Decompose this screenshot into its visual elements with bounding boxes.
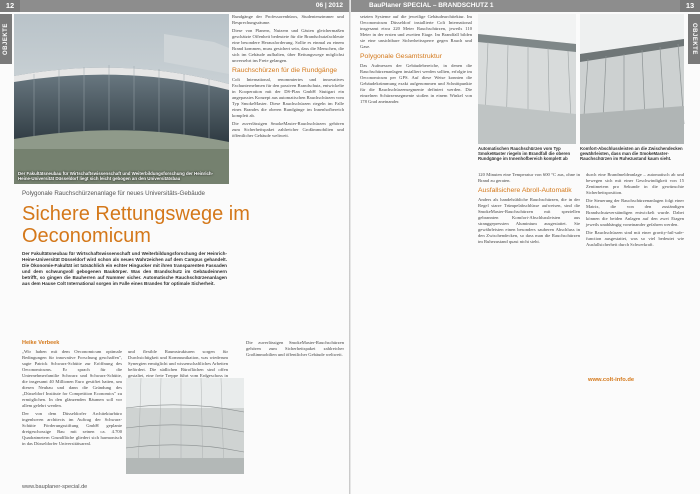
section-tab: OBJEKTE xyxy=(0,14,12,64)
paragraph: Colt International, renommiertes und innovatives Fachunternehmen für den passiven Brandschutz, entwickelte in Kooperation mit der DS-Plan GmbH Stuttgart ein angepasstes Konzept aus automatischen Rauchschürzen vom Typ SmokeMaster. Diese Rauchschürzen riegeln im Falle eines Brandes die oberen Rundgänge im Innenhofbereich komplett ab. xyxy=(232,77,344,118)
smokemaster-image-1 xyxy=(478,14,576,144)
atrium-interior-photo xyxy=(126,378,244,474)
paragraph: Der von dem Düsseldorfer Architekturbüro ingenhoven architects im Auftrag der Schwarz-Schütte Förderungsstiftung GmbH geplante dreigeschossige Bau mit seinen ca. 4.700 Quadratmetern Grundfläche gliedert sich harmonisch in das Düsseldorfer Universitätsareal. xyxy=(22,411,122,446)
right-header-bar xyxy=(351,0,700,12)
smokemaster-image-2 xyxy=(580,14,684,144)
paragraph: Die zuverlässigen SmokeMaster-Rauchschürzen gehören zum Sicherheitspaket zahlreicher Großimmobilien und öffentlicher Gebäude weltweit. xyxy=(246,340,344,357)
paragraph: „Wir haben mit dem Oeconomicum optimale Bedingungen für innovative Forschung geschaffen", sagte Patrick Schwarz-Schütte zur Eröffnung des Oeconomicums. Er sprach für die Unternehmerfamilie Schwarz und Schwarz-Schütte, die insgesamt 40 Millionen Euro gestiftet hatten, um diesen Neubau und dann die Gründung des „Düsseldorf Institute for Competition Economics" zu ermöglichen. In den glänzenden Räumen soll vor allem gelehrt werden. xyxy=(22,349,122,408)
contact-url[interactable]: www.colt-info.de xyxy=(588,377,635,383)
subheading: Ausfallsichere Abroll-Automatik xyxy=(478,187,572,194)
smokemaster-photo-2 xyxy=(580,14,684,144)
left-header-bar xyxy=(0,0,349,12)
column-3-left xyxy=(232,14,344,334)
paragraph: Die Steuerung der Rauchschürzenanlagen folgt einer Matrix, die von den zuständigen Brandschutzverständigen entwickelt wurde. Dabei können die beiden Anlagen auf den zwei Etagen jeweils unabhängig voneinander gefahren werden. xyxy=(586,198,684,227)
paragraph: setzten Systeme auf die jeweilige Gebäudearchitektur. Im Oeconomicum Düsseldorf installierte Colt International insgesamt etwa 220 Meter Rauchschürzen, jeweils 110 Meter in der ersten und zweiten Etage. Im Brandfall bilden sie eine unsichtbare Sicherheitssperre gegen Rauch und Gase. xyxy=(360,14,472,49)
photo-caption: Der Fakultätsneubau für Wirtschaftswissenschaft und Weiterbildungsforschung der Heinrich-Heine-Universität Düsseldorf liegt sich leicht gebogen an den Universitätsbau xyxy=(18,170,214,181)
paragraph: Rundgänge der Professorenbüros, Studentenzimmer und Besprechungsräume. xyxy=(232,14,344,25)
paragraph: 120 Minuten eine Temperatur von 600 °C aus, ohne in Brand zu geraten. xyxy=(478,172,580,183)
paragraph: Die Rauchschürzen sind mit einer gravity-fail-safe-function ausgestattet, was so viel bedeutet wie Ausfallsicherheit durch Schwerkraft. xyxy=(586,230,684,247)
site-url[interactable]: www.bauplaner-special.de xyxy=(22,484,88,490)
column-1-right xyxy=(360,14,472,474)
subheading: Rauchschürzen für die Rundgänge xyxy=(232,67,338,74)
paragraph: durch eine Brandmeldeanlage – automatisch ab und bewegen sich mit einer Geschwindigkeit von 15 Zentimetern pro Sekunde in die gewünschte Sicherheitsposition. xyxy=(586,172,684,195)
section-tab: OBJEKTE xyxy=(688,14,700,64)
atrium-interior-image xyxy=(126,378,244,474)
subheading: Polygonale Gesamtstruktur xyxy=(360,53,442,60)
paragraph: und flexible Raumstrukturen sorgen für Durchsichtigkeit und Kommunikation, was wiederum Synergien ermöglicht und wissenschaftliches Arbeiten befördert. Die südlichen Büroflächen sind offen gestaltet, eine freie Treppe führt vom Erdgeschoss in xyxy=(128,349,228,378)
article-kicker: Polygonale Rauchschürzenanlage für neues Universitäts-Gebäude xyxy=(22,190,205,197)
magazine-title: BauPlaner SPECIAL – BRANDSCHUTZ 1 xyxy=(369,2,494,9)
column-1-left xyxy=(22,349,122,479)
column-2-left-lower xyxy=(246,340,344,475)
paragraph: Anders als handelsübliche Rauchschürzen, die in der Regel starre Trümpelabschlüsse aufweisen, sind die SmokeMaster-Rauchschürzen mit speziellen gebrannten Komfort-Abschlussleisten aus stranggepressten Aluminium ausgestattet. Sie gewährleisten einen besonders sauberen Abschluss in den Zwischendecken, so dass man die Rauchschürzen im Ruhezustand quasi nicht sieht. xyxy=(478,197,580,244)
photo-caption: Automatischen Rauchschürzen vom Typ SmokeMaster riegeln im Brandfall die oberen Rundgänge im Innenhofbereich komplett ab xyxy=(478,146,571,162)
paragraph: Das Aufmessen der Gebäudebereiche, in denen die Rauchschürzenanlagen installiert werden sollten, erfolgte im Oeconomicum per GPS. Auf diese Weise konnten die Gebäudekrümmung exakt aufgenommen und Schnittpunkte für die Rauchschürzensegmente definiert werden. Die einzelnen Schürzensegmente stoßen in einem Winkel von 178 Grad aneinander. xyxy=(360,63,472,104)
author-name: Heike Verbeek xyxy=(22,340,60,346)
column-2-left xyxy=(128,349,228,378)
photo-caption: Komfort-Abschlussleisten an die Zwischendecken gewährleisten, dass man die SmokeMaster-Rauchschürzen im Ruhezustand kaum sieht. xyxy=(580,146,683,162)
smokemaster-photo-1 xyxy=(478,14,576,144)
issue-label: 06 | 2012 xyxy=(315,2,343,9)
paragraph: Diese von Planern, Nutzern und Gästen gleichermaßen geschätzte Offenheit bedeutete für die Brandschutzfachleute eine besondere Herausforderung. Sollte es einmal zu einem Brand kommen, muss gesichert sein, dass die Menschen, die sich im Gebäude aufhalten, über Rettungswege möglichst unversehrt ins Freie gelangen. xyxy=(232,28,344,63)
page-number: 12 xyxy=(0,0,20,12)
column-2-right xyxy=(478,172,580,472)
building-exterior-image xyxy=(14,14,229,184)
article-headline: Sichere Rettungswege im Oeconomicum xyxy=(22,203,250,247)
article-lead: Der Fakultätsneubau für Wirtschaftswissenschaft und Weiterbildungsforschung der Heinrich-Heine-Universität Düsseldorf wird schon als neues Wahrzeichen auf dem Campus gehandelt. Die Ökonomie-Fakultät ist tatsächlich ein echter Hingucker mit ihren transparenten Fassaden und dem schwungvoll gebogenen Baukörper. Was den Brandschutz im Gebäudeinnern betrifft, so gingen die Bauherren auf Nummer sicher. Automatische Rauchschürzenanlagen aus dem Hause Colt International sorgen im Falle eines Brandes für optimale Sicherheit. xyxy=(22,251,227,286)
building-exterior-photo xyxy=(14,14,229,184)
paragraph: Die zuverlässigen SmokeMaster-Rauchschürzen gehören zum Sicherheitspaket zahlreicher Großimmobilien und öffentlicher Gebäude weltweit. xyxy=(232,121,344,138)
page-number: 13 xyxy=(680,0,700,12)
page-gutter xyxy=(349,0,351,494)
column-3-right xyxy=(586,172,684,372)
